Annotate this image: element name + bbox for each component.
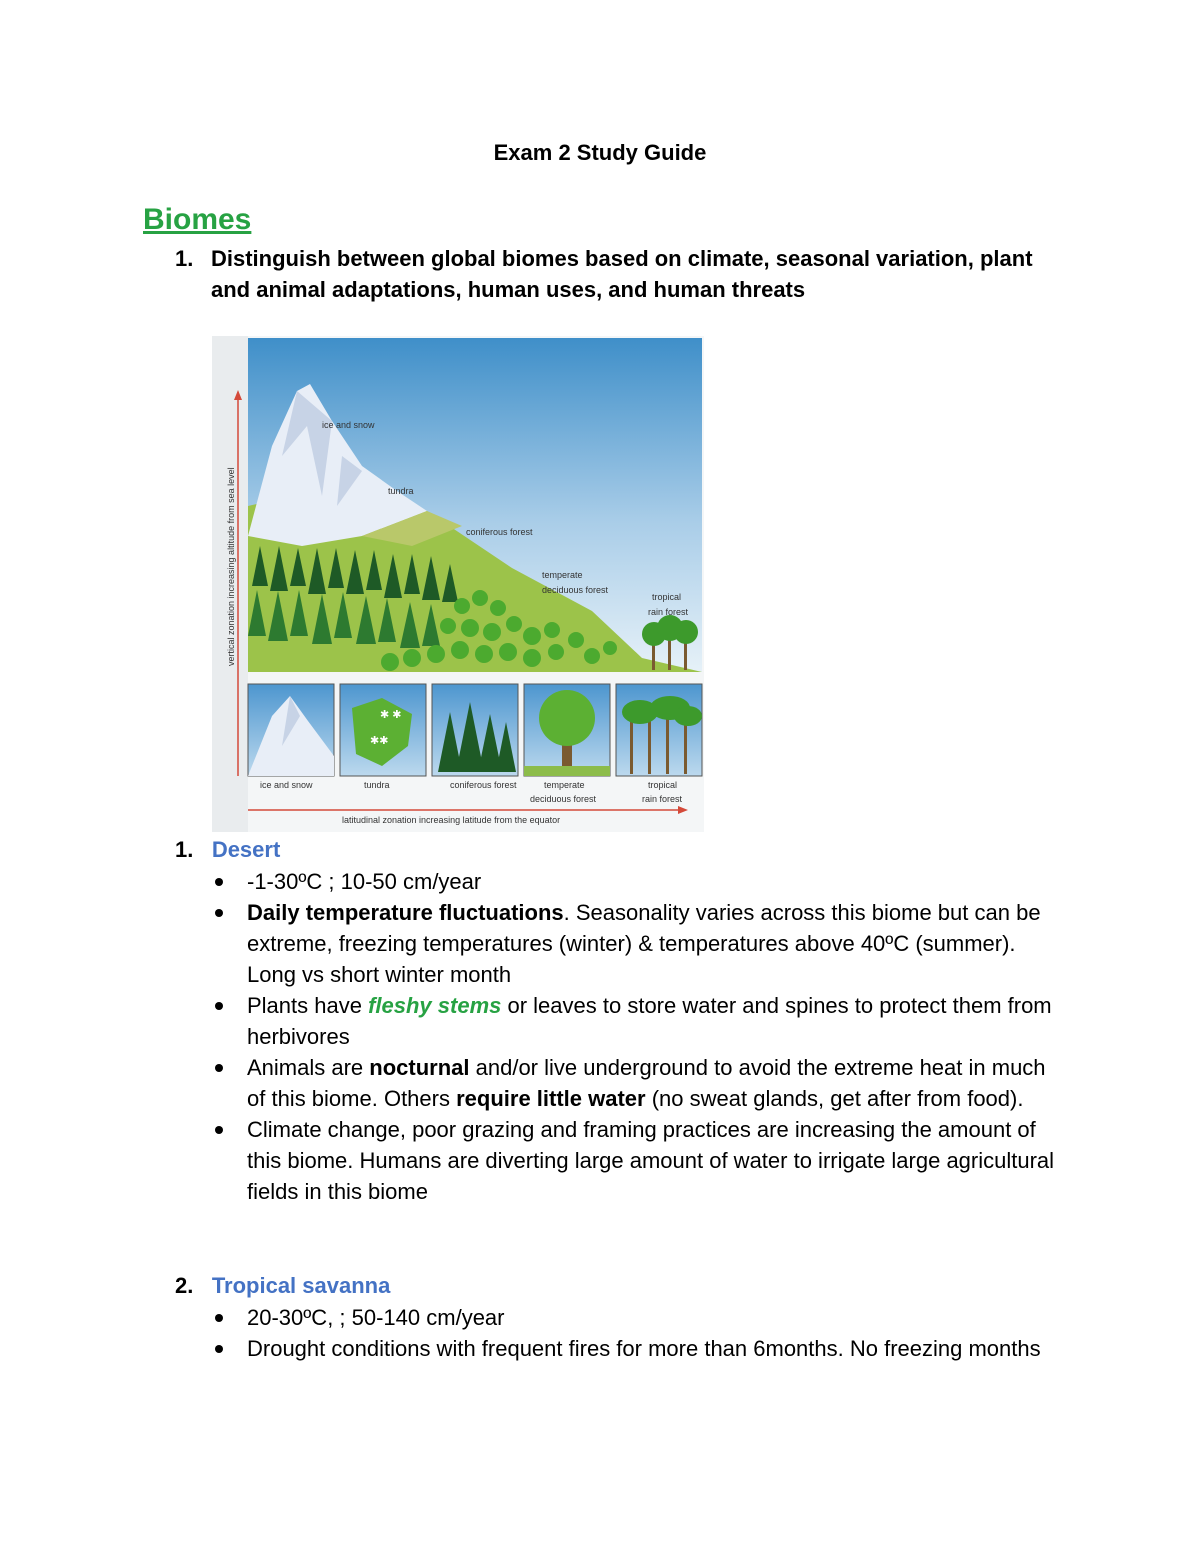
desert-bullet-plants-emphasis: fleshy stems <box>368 993 502 1018</box>
list-item <box>247 990 1067 1052</box>
savanna-bullet-climate: 20-30ºC, ; 50-140 cm/year <box>247 1305 505 1330</box>
desert-bullet-animals-bold1: nocturnal <box>369 1055 470 1080</box>
biome-zonation-figure <box>212 336 704 832</box>
bullet-icon <box>215 1126 223 1134</box>
desert-bullet-seasonality: . Seasonality varies across this biome but can be extreme, freezing temperatures (winter) & temperatures above 40ºC (summer). Long vs short winter month <box>247 900 1041 987</box>
panel-label-coniferous: coniferous forest <box>450 780 517 790</box>
desert-bullet-animals-mid: and/or live underground to avoid the extreme heat in much of this biome. Others <box>247 1055 1046 1111</box>
desert-bullet-plants-pre: Plants have <box>247 993 369 1018</box>
desert-bullet-animals-bold2: require little water <box>456 1086 646 1111</box>
list-item <box>247 897 1067 990</box>
list-item <box>247 1302 1067 1333</box>
panel-label-tundra: tundra <box>364 780 390 790</box>
section-heading-biomes: Biomes <box>143 203 252 236</box>
desert-bullet-list <box>247 866 1067 1207</box>
zone-label-tropical-2: rain forest <box>648 607 689 617</box>
list-item <box>247 866 1067 897</box>
desert-bullet-seasonality-bold: Daily temperature fluctuations <box>247 900 564 925</box>
desert-bullet-plants: or leaves to store water and spines to protect them from herbivores <box>247 993 1052 1049</box>
question-text: Distinguish between global biomes based on climate, seasonal variation, plant and animal adaptations, human uses, and human threats <box>211 246 1033 302</box>
bullet-icon <box>215 1314 223 1322</box>
desert-section-header <box>175 837 280 863</box>
savanna-section-header <box>175 1273 390 1299</box>
horizontal-axis-label: latitudinal zonation increasing latitude from the equator <box>342 815 561 825</box>
savanna-title: Tropical savanna <box>211 1273 391 1298</box>
panel-ice <box>248 684 334 776</box>
desert-number: 1. <box>175 837 194 862</box>
list-item <box>247 1052 1067 1114</box>
zone-label-temperate-1: temperate <box>542 570 583 580</box>
desert-bullet-animals-pre: Animals are <box>247 1055 370 1080</box>
vertical-axis-label: vertical zonation increasing altitude from sea level <box>226 467 236 666</box>
savanna-bullet-list <box>247 1302 1067 1364</box>
zone-label-tundra: tundra <box>388 486 414 496</box>
savanna-number: 2. <box>175 1273 194 1298</box>
desert-bullet-threats: Climate change, poor grazing and framing practices are increasing the amount of this biome. Humans are diverting large amount of water to irrigate large agricultural fields in this biome <box>247 1117 1055 1204</box>
document-title: Exam 2 Study Guide <box>493 140 707 165</box>
bullet-icon <box>215 1002 223 1010</box>
desert-bullet-animals: (no sweat glands, get after from food). <box>645 1086 1024 1111</box>
bullet-icon <box>215 909 223 917</box>
zone-label-tropical-1: tropical <box>652 592 682 602</box>
zone-label-temperate-2: deciduous forest <box>542 585 609 595</box>
panel-label-temperate-2: deciduous forest <box>530 794 597 804</box>
panel-tundra <box>340 684 426 776</box>
biome-zonation-illustration <box>212 336 704 832</box>
zone-label-ice: ice and snow <box>322 420 375 430</box>
panel-label-tropical-1: tropical <box>648 780 678 790</box>
panel-label-tropical-2: rain forest <box>642 794 683 804</box>
svg-text:✱✱: ✱✱ <box>370 735 389 747</box>
desert-bullet-climate: -1-30ºC ; 10-50 cm/year <box>247 869 482 894</box>
bullet-icon <box>215 1064 223 1072</box>
desert-title: Desert <box>211 837 281 862</box>
zone-label-coniferous: coniferous forest <box>466 527 533 537</box>
list-item <box>247 1333 1067 1364</box>
panel-temperate <box>524 684 610 776</box>
question-1 <box>175 243 1075 305</box>
savanna-bullet-drought: Drought conditions with frequent fires for more than 6months. No freezing months <box>247 1336 1041 1361</box>
list-item <box>247 1114 1067 1207</box>
panel-label-temperate-1: temperate <box>544 780 585 790</box>
panel-coniferous <box>432 684 518 776</box>
bullet-icon <box>215 1345 223 1353</box>
panel-label-ice: ice and snow <box>260 780 313 790</box>
bullet-icon <box>215 878 223 886</box>
svg-text:✱ ✱: ✱ ✱ <box>380 709 402 721</box>
question-number: 1. <box>175 246 194 271</box>
panel-tropical <box>616 684 702 776</box>
